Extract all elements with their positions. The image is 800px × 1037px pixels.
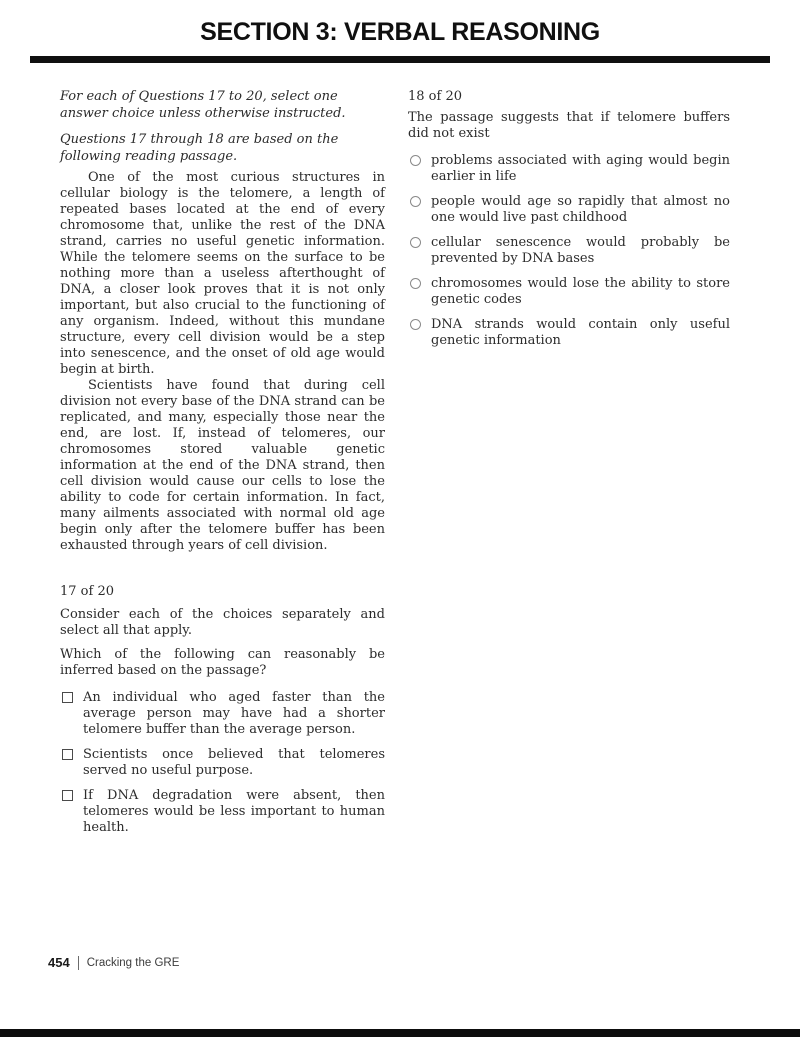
choice-label: DNA strands would contain only useful genetic information [431,317,730,348]
general-instructions: For each of Questions 17 to 20, select one answer choice unless otherwise instructed. [60,89,346,121]
passage-paragraph-2: Scientists have found that during cell division not every base of the DNA strand can be replicated, and many, especially those near the end, are lost. If, instead of telomeres, our chromosomes stored valuable genetic information at the end of the DNA strand, then cell division would cause our cells to lose the ability to code for certain information. In fact, many ailments associated with normal old age begin only after the telomere buffer has been exhausted through years of cell division. [60,378,385,553]
header-rule [30,56,770,63]
right-column [408,89,730,845]
choice-label: cellular senescence would probably be prevented by DNA bases [431,235,730,266]
choice-label: An individual who aged faster than the average person may have had a shorter telomere buffer than the average person. [83,690,385,737]
radio-icon[interactable] [410,237,421,248]
question-17-number: 17 of 20 [60,584,114,599]
checkbox-icon[interactable] [62,790,73,801]
radio-icon[interactable] [410,278,421,289]
question-17-prompt: Which of the following can reasonably be inferred based on the passage? [60,647,385,678]
bottom-bar [0,1029,800,1037]
choice-label: chromosomes would lose the ability to store genetic codes [431,276,730,307]
question-18-prompt: The passage suggests that if telomere buffers did not exist [408,110,730,141]
section-title: SECTION 3: VERBAL REASONING [200,18,600,46]
q18-choice-row [408,317,730,349]
content-columns [0,63,800,845]
footer-divider [78,956,79,970]
page-number: 454 [48,955,70,970]
radio-icon[interactable] [410,155,421,166]
passage-paragraph-1: One of the most curious structures in cellular biology is the telomere, a length of repeated bases located at the end of every chromosome that, unlike the rest of the DNA strand, carries no useful genetic information. While the telomere seems on the surface to be nothing more than a useless afterthought of DNA, a closer look proves that it is not only important, but also crucial to the functioning of any organism. Indeed, without this mundane structure, every cell division would be a step into senescence, and the onset of old age would begin at birth. [60,170,385,377]
q17-choice-row [60,690,385,738]
radio-icon[interactable] [410,196,421,207]
question-18-number: 18 of 20 [408,89,462,104]
q18-choice-row [408,153,730,185]
page-footer [48,955,179,970]
q17-choice-row [60,788,385,836]
choice-label: If DNA degradation were absent, then telomeres would be less important to human health. [83,788,385,835]
passage-instructions: Questions 17 through 18 are based on the following reading passage. [60,132,339,164]
question-17-choices [60,690,385,845]
checkbox-icon[interactable] [62,749,73,760]
question-17-instruction: Consider each of the choices separately and select all that apply. [60,607,385,638]
choice-label: people would age so rapidly that almost no one would live past childhood [431,194,730,225]
question-18-choices [408,153,730,358]
q17-choice-row [60,747,385,779]
q18-choice-row [408,235,730,267]
book-title: Cracking the GRE [86,956,180,969]
checkbox-icon[interactable] [62,692,73,703]
q18-choice-row [408,194,730,226]
left-column [60,89,385,845]
radio-icon[interactable] [410,319,421,330]
choice-label: problems associated with aging would begin earlier in life [431,153,730,184]
choice-label: Scientists once believed that telomeres served no useful purpose. [83,747,385,778]
q18-choice-row [408,276,730,308]
